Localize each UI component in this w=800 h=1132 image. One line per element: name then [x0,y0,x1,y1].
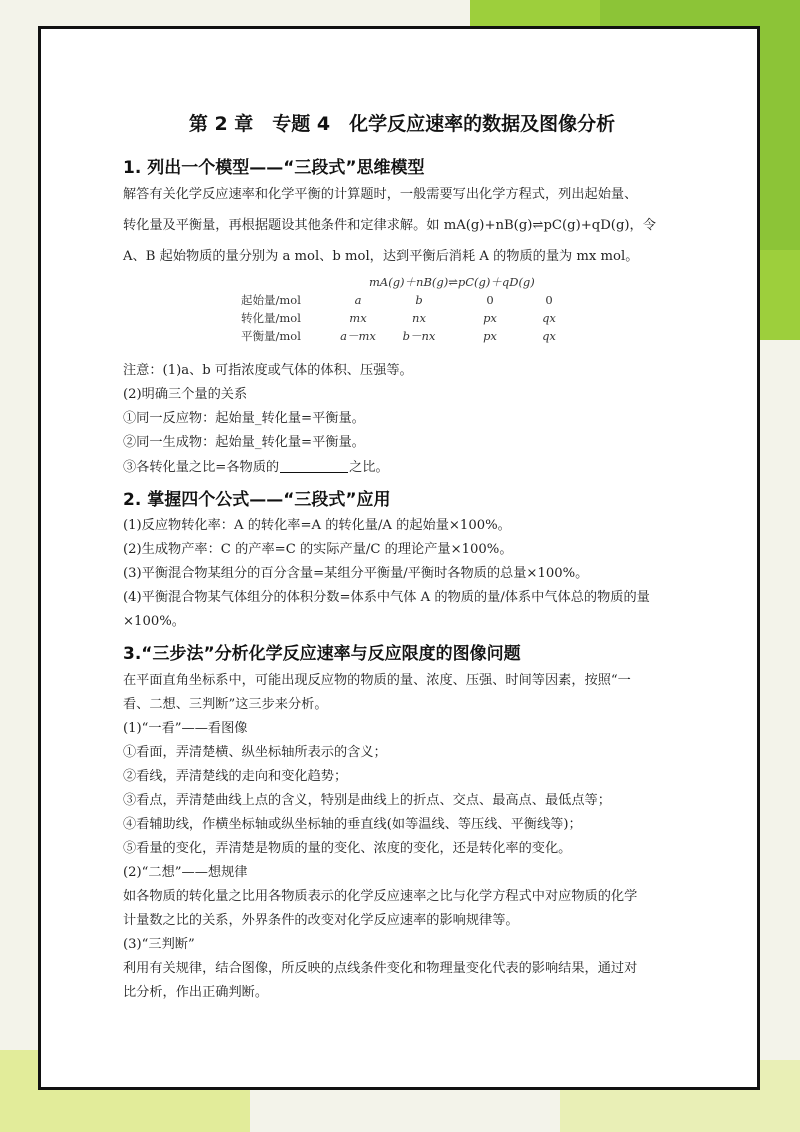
s3-line-9: (2)“二想”——想规律 [123,865,248,880]
table-cell: qx [542,311,556,325]
s2-line-4: (4)平衡混合物某气体组分的体积分数=体系中气体 A 的物质的量/体系中气体总的物质的量 [123,590,650,605]
s2-line-5: ×100%。 [123,614,185,629]
s2-line-1: (1)反应物转化率：A 的转化率=A 的转化量/A 的起始量×100%。 [123,518,511,533]
fill-in-blank[interactable] [280,460,348,473]
table-equation-row [241,273,573,291]
row-label: 平衡量/mol [241,329,301,343]
table-row [241,291,573,309]
table-cell: px [483,311,497,325]
s3-line-6: ③看点，弄清楚曲线上点的含义，特别是曲线上的折点、交点、最高点、最低点等； [123,793,611,808]
table-cell: px [483,329,497,343]
document-page [38,26,760,1090]
table-row [241,327,573,345]
s2-line-3: (3)平衡混合物某组分的百分含量=某组分平衡量/平衡时各物质的总量×100%。 [123,566,589,581]
table-cell: nx [412,311,426,325]
s1-line-3: A、B 起始物质的量分别为 a mol、b mol，达到平衡后消耗 A 的物质的量为 mx mol。 [123,249,639,264]
s1-note-4: ②同一生成物：起始量_转化量=平衡量。 [123,435,365,450]
table-cell: qx [542,329,556,343]
note-5-suffix: 之比。 [349,460,389,475]
table-cell: a－mx [340,329,376,343]
row-label: 起始量/mol [241,293,301,307]
section-2-heading: 2. 掌握四个公式——“三段式”应用 [123,490,391,510]
s3-line-8: ⑤看量的变化，弄清楚是物质的量的变化、浓度的变化，还是转化率的变化。 [123,841,572,856]
reaction-equation: mA(g)＋nB(g)⇌pC(g)＋qD(g) [369,275,535,289]
s3-line-14: 比分析，作出正确判断。 [123,985,269,1000]
s3-line-4: ①看面，弄清楚横、纵坐标轴所表示的含义； [123,745,387,760]
s1-note-2: (2)明确三个量的关系 [123,387,248,402]
s1-note-1: 注意：(1)a、b 可指浓度或气体的体积、压强等。 [123,363,413,378]
page-title: 第 2 章 专题 4 化学反应速率的数据及图像分析 [188,113,616,135]
section-3-heading: 3.“三步法”分析化学反应速率与反应限度的图像问题 [123,644,521,664]
s3-line-1: 在平面直角坐标系中，可能出现反应物的物质的量、浓度、压强、时间等因素，按照“一 [123,673,631,688]
table-cell: b－nx [402,329,436,343]
table-cell: 0 [486,293,494,307]
s3-line-11: 计量数之比的关系，外界条件的改变对化学反应速率的影响规律等。 [123,913,519,928]
s3-line-3: (1)“一看”——看图像 [123,721,248,736]
table-cell: a [354,293,362,307]
s2-line-2: (2)生成物产率：C 的产率=C 的实际产量/C 的理论产量×100%。 [123,542,513,557]
s3-line-7: ④看辅助线，作横坐标轴或纵坐标轴的垂直线(如等温线、等压线、平衡线等)； [123,817,582,832]
s1-line-2: 转化量及平衡量，再根据题设其他条件和定律求解。如 mA(g)+nB(g)⇌pC(g)+qD(g)，令 [123,218,656,233]
s3-line-5: ②看线，弄清楚线的走向和变化趋势； [123,769,348,784]
table-cell: 0 [545,293,553,307]
section-1-heading: 1. 列出一个模型——“三段式”思维模型 [123,158,425,178]
row-label: 转化量/mol [241,311,301,325]
three-stage-table [241,273,573,345]
s1-note-5 [123,460,723,474]
s3-line-2: 看、二想、三判断”这三步来分析。 [123,697,328,712]
table-cell: b [415,293,423,307]
table-row [241,309,573,327]
table-cell: mx [349,311,367,325]
s1-line-1: 解答有关化学反应速率和化学平衡的计算题时，一般需要写出化学方程式，列出起始量、 [123,187,638,202]
s3-line-10: 如各物质的转化量之比用各物质表示的化学反应速率之比与化学方程式中对应物质的化学 [123,889,638,904]
note-5-prefix: ③各转化量之比=各物质的 [123,460,280,475]
s1-note-3: ①同一反应物：起始量_转化量=平衡量。 [123,411,365,426]
s3-line-13: 利用有关规律，结合图像，所反映的点线条件变化和物理量变化代表的影响结果，通过对 [123,961,638,976]
s3-line-12: (3)“三判断” [123,937,195,952]
